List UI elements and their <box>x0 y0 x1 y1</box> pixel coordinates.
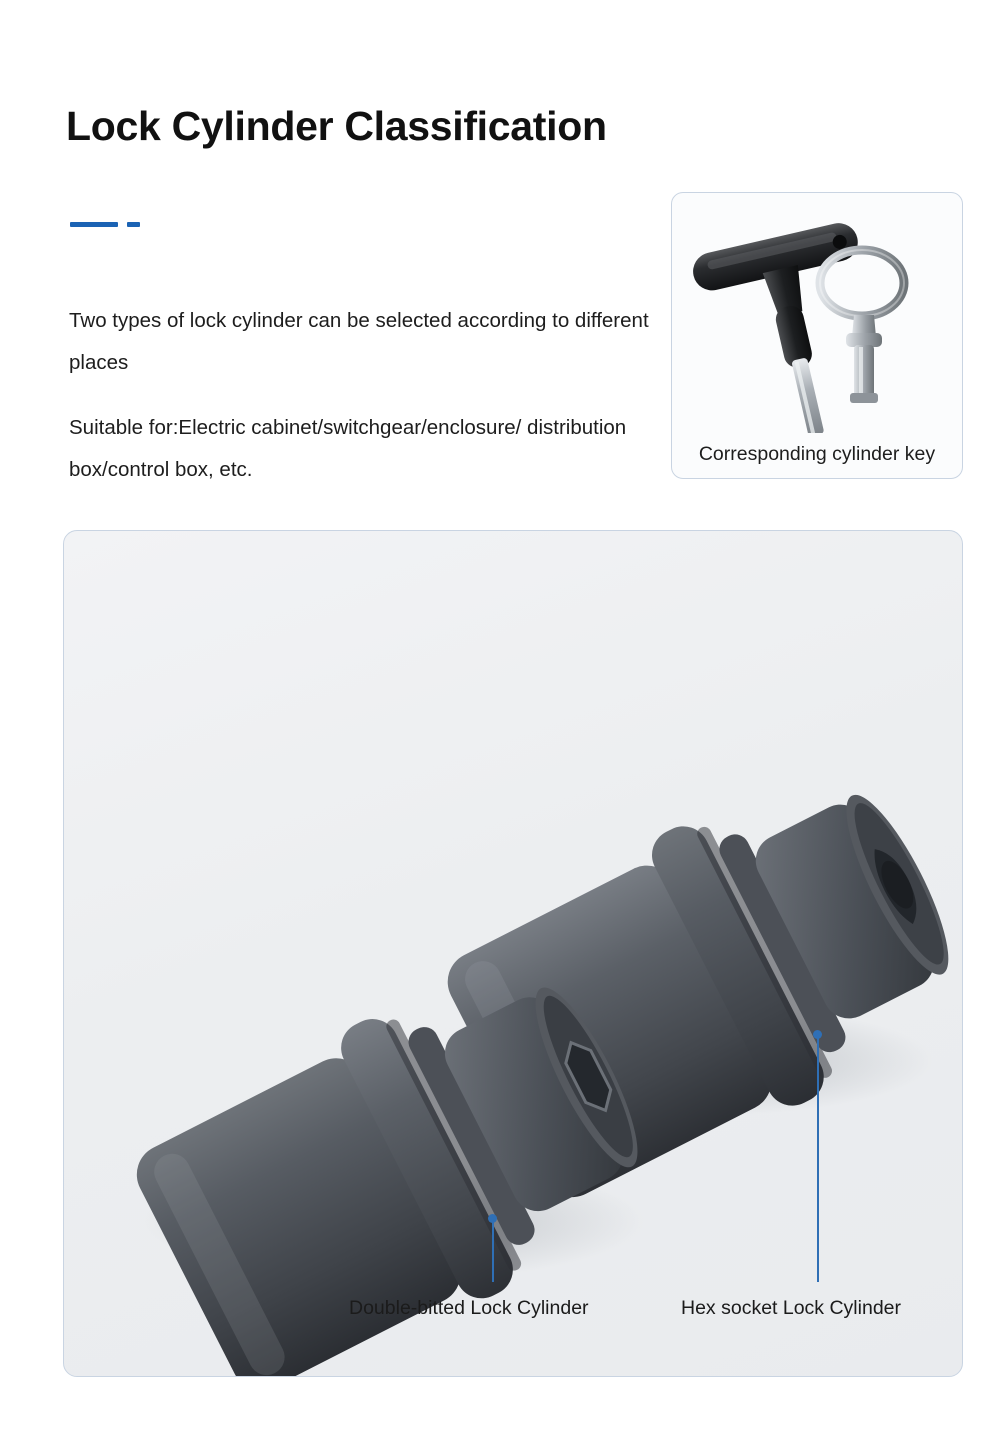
accent-divider <box>70 222 140 227</box>
lock-cylinder-illustration <box>64 531 962 1376</box>
callout-label-hex-socket: Hex socket Lock Cylinder <box>681 1297 902 1319</box>
divider-dash-long <box>70 222 118 227</box>
callout-label-double-bitted: Double-bitted Lock Cylinder <box>349 1297 589 1319</box>
cylinder-key-illustration <box>672 193 962 433</box>
intro-paragraph-2: Suitable for:Electric cabinet/switchgear/enclosure/ distribution box/control box, etc. <box>69 416 627 481</box>
cylinder-key-card <box>671 192 963 479</box>
intro-text <box>69 300 679 491</box>
divider-dash-short <box>127 222 140 227</box>
ring-key-icon <box>820 250 904 403</box>
callout-line-right <box>817 1038 819 1282</box>
callout-line-left <box>492 1222 494 1282</box>
page-title: Lock Cylinder Classification <box>66 103 607 149</box>
lock-cylinder-photo-card <box>63 530 963 1377</box>
key-card-caption: Corresponding cylinder key <box>698 443 936 465</box>
intro-paragraph-1: Two types of lock cylinder can be selected according to different places <box>69 309 649 374</box>
callout-dot-right <box>813 1030 822 1039</box>
callout-dot-left <box>488 1214 497 1223</box>
